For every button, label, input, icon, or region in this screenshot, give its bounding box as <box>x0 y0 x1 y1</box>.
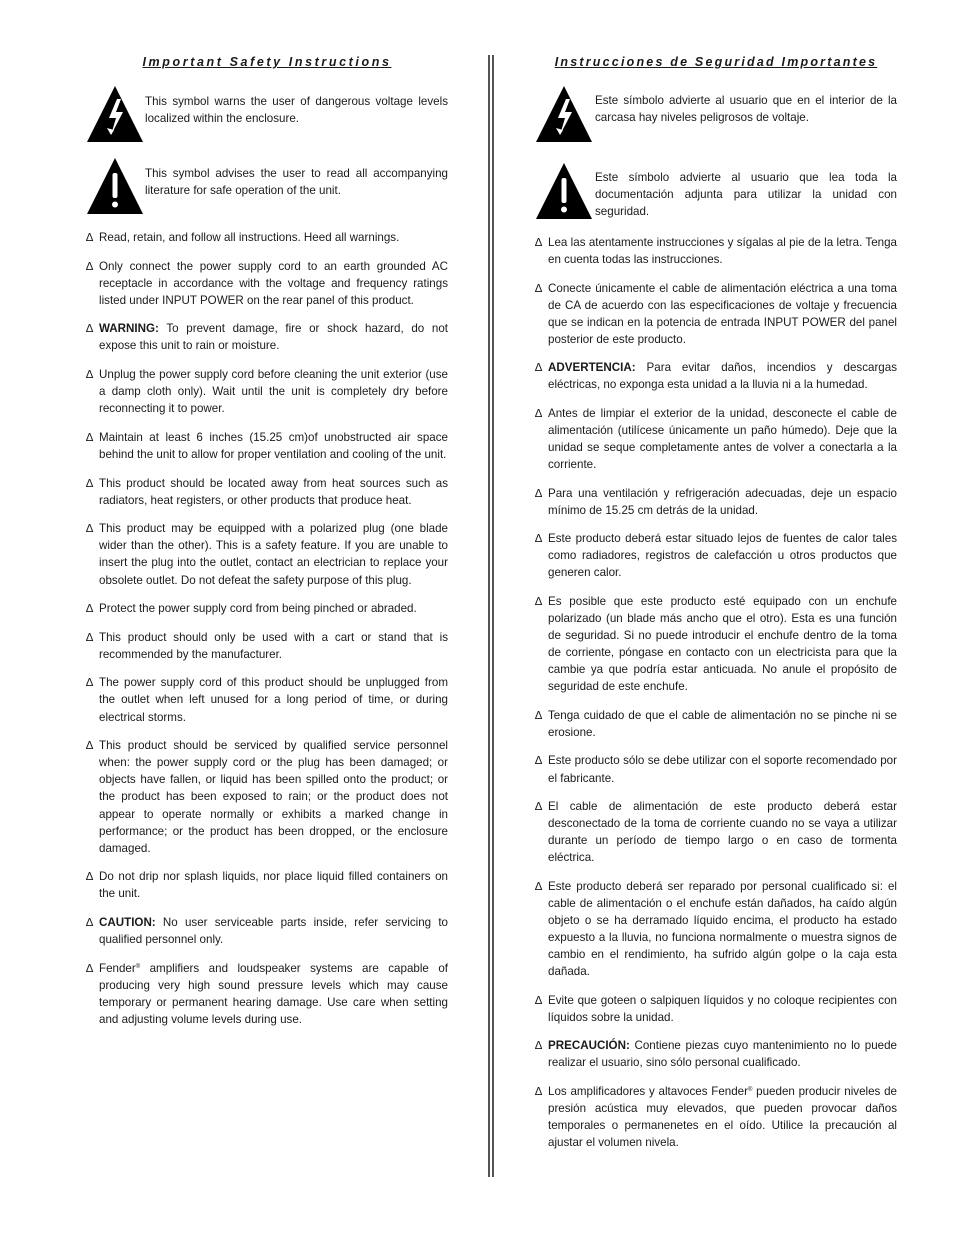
lightning-warning-icon <box>535 85 593 143</box>
instruction-text: The power supply cord of this product should be unplugged from the outlet when left unused for a long period of time, or during electrical storms. <box>99 676 448 724</box>
exclamation-warning-icon <box>86 157 144 215</box>
instruction-text: Read, retain, and follow all instructions. Heed all warnings. <box>99 231 400 244</box>
spanish-heading: Instrucciones de Seguridad Importantes <box>554 55 878 69</box>
instruction-item <box>535 752 897 786</box>
exclamation-warning-icon <box>535 162 593 220</box>
instruction-item <box>86 674 448 725</box>
english-column <box>86 55 448 1040</box>
delta-bullet: ∆ <box>535 486 543 500</box>
instruction-item <box>535 1083 897 1151</box>
delta-bullet: ∆ <box>86 602 94 616</box>
delta-bullet: ∆ <box>535 361 543 375</box>
column-divider-line-2 <box>492 55 494 1177</box>
registered-mark: ® <box>135 963 141 970</box>
instruction-lead: ADVERTENCIA: <box>548 361 636 375</box>
delta-bullet: ∆ <box>86 630 94 644</box>
literature-symbol-row-es <box>535 161 897 220</box>
instruction-text: To prevent damage, fire or shock hazard, do not expose this unit to rain or moisture. <box>99 322 449 353</box>
literature-symbol-text: This symbol advises the user to read all accompanying literature for safe operation of the unit. <box>145 167 448 197</box>
instruction-item <box>535 280 897 348</box>
instruction-text: This product should be located away from heat sources such as radiators, heat registers, or other products that produce heat. <box>99 476 448 507</box>
instruction-text: amplifiers and loudspeaker systems are capable of producing very high sound pressure levels which may cause temporary or permanent hearing damage. Use care when setting and adjusting volume levels during use. <box>99 961 448 1026</box>
english-heading: Important Safety Instructions <box>142 55 392 69</box>
instruction-item <box>535 359 897 393</box>
delta-bullet: ∆ <box>535 879 543 893</box>
instruction-item <box>86 629 448 663</box>
instruction-text: Evite que goteen o salpiquen líquidos y no coloque recipientes con líquidos sobre la unidad. <box>548 993 897 1024</box>
instruction-text: Tenga cuidado de que el cable de alimentación no se pinche ni se erosione. <box>548 708 897 739</box>
english-instruction-list <box>86 229 448 1028</box>
delta-bullet: ∆ <box>535 1039 543 1053</box>
instruction-item <box>86 475 448 509</box>
instruction-text: No user serviceable parts inside, refer servicing to qualified personnel only. <box>99 916 448 947</box>
instruction-item <box>535 405 897 473</box>
instruction-item <box>535 593 897 696</box>
instruction-text: Es posible que este producto esté equipado con un enchufe polarizado (un blade más ancho que el otro). Esta es una función de seguridad. Si no puede introducir el enchufe dentro de la toma de corriente, póngase en contacto con un electricista para que la cambie ya que podría estar anticuada. No anule el propósito de seguridad de este enchufe. <box>548 594 897 694</box>
instruction-text: Este producto sólo se debe utilizar con el soporte recomendado por el fabricante. <box>548 754 897 785</box>
instruction-item <box>535 530 897 581</box>
spanish-column <box>535 55 897 1163</box>
delta-bullet: ∆ <box>535 708 543 722</box>
instruction-text: This product should be serviced by qualified service personnel when: the power supply cord or the plug has been damaged; or objects have fallen, or liquid has been spilled onto the product; or the product has been exposed to rain; or the product does not appear to operate normally or exhibits a marked change in performance; or the product has been dropped, or the enclosure damaged. <box>99 739 448 855</box>
delta-bullet: ∆ <box>86 961 94 975</box>
instruction-item <box>86 520 448 588</box>
instruction-text: Este producto deberá ser reparado por personal cualificado si: el cable de alimentación o el enchufe están dañados, ha caído algún objeto o se ha derramado líquido encima, el producto ha estado expuesto a la lluvia, no funciona normalmente o muestra signos de cambio en el rendimiento, ha sufrido algún golpe o la caja esta dañada. <box>548 879 897 979</box>
delta-bullet: ∆ <box>86 870 94 884</box>
voltage-symbol-row <box>86 85 448 143</box>
brand-name: Fender <box>99 961 136 975</box>
instruction-item <box>535 798 897 866</box>
instruction-lead: PRECAUCIÓN: <box>548 1039 630 1053</box>
instruction-text: Protect the power supply cord from being pinched or abraded. <box>99 602 417 616</box>
delta-bullet: ∆ <box>86 231 94 244</box>
delta-bullet: ∆ <box>535 594 543 608</box>
instruction-text: Este producto deberá estar situado lejos de fuentes de calor tales como radiadores, registros de calefacción u otros productos que generen calor. <box>548 532 897 580</box>
instruction-item <box>86 429 448 463</box>
delta-bullet: ∆ <box>535 800 543 814</box>
instruction-lead: WARNING: <box>99 322 159 336</box>
delta-bullet: ∆ <box>86 368 94 382</box>
delta-bullet: ∆ <box>86 522 94 536</box>
delta-bullet: ∆ <box>86 430 94 444</box>
instruction-text: pueden producir niveles de presión acústica muy elevados, que pueden provocar daños temporales o permanenetes en el oído. Utilice la precaución al ajustar el volumen nivela. <box>548 1084 897 1150</box>
instruction-item <box>535 1037 897 1071</box>
delta-bullet: ∆ <box>535 236 543 249</box>
column-divider-line-1 <box>488 55 490 1177</box>
instruction-item <box>535 234 897 268</box>
spanish-instruction-list <box>535 234 897 1151</box>
delta-bullet: ∆ <box>86 739 94 753</box>
instruction-item <box>86 914 448 948</box>
instruction-text: Contiene piezas cuyo mantenimiento no lo puede realizar el usuario, sino sólo personal cualificado. <box>548 1039 897 1070</box>
delta-bullet: ∆ <box>86 676 94 690</box>
instruction-item <box>86 258 448 309</box>
delta-bullet: ∆ <box>535 993 543 1007</box>
voltage-symbol-text-es: Este símbolo advierte al usuario que en el interior de la carcasa hay niveles peligrosos de voltaje. <box>595 94 897 124</box>
instruction-item <box>86 366 448 417</box>
instruction-text: Conecte únicamente el cable de alimentación eléctrica a una toma de CA de acuerdo con las especificaciones de voltaje y frecuencia que se indican en la potencia de entrada INPUT POWER del panel posterior de este producto. <box>548 281 897 346</box>
instruction-item <box>86 737 448 857</box>
instruction-text: Los amplificadores y altavoces Fender <box>548 1084 748 1098</box>
literature-symbol-text-es: Este símbolo advierte al usuario que lea toda la documentación adjunta para utilizar la unidad con seguridad. <box>595 171 897 218</box>
instruction-text: El cable de alimentación de este producto deberá estar desconectado de la toma de corriente cuando no se vaya a utilizar durante un período de tiempo largo o en caso de tormenta eléctrica. <box>548 800 897 865</box>
instruction-lead: CAUTION: <box>99 916 156 929</box>
lightning-warning-icon <box>86 85 144 143</box>
instruction-text: Unplug the power supply cord before cleaning the unit exterior (use a damp cloth only). Wait until the unit is completely dry before reconnecting it to power. <box>99 368 448 416</box>
voltage-symbol-text: This symbol warns the user of dangerous voltage levels localized within the enclosure. <box>145 95 448 125</box>
instruction-text: This product may be equipped with a polarized plug (one blade wider than the other). This is a safety feature. If you are unable to insert the plug into the outlet, contact an electrician to replace your obsolete outlet. Do not defeat the safety purpose of this plug. <box>99 522 448 587</box>
instruction-item <box>86 320 448 354</box>
delta-bullet: ∆ <box>86 916 94 929</box>
instruction-item <box>535 485 897 519</box>
instruction-text: Para evitar daños, incendios y descargas eléctricas, no exponga esta unidad a la lluvia ni a la humedad. <box>548 361 897 392</box>
instruction-text: Lea las atentamente instrucciones y sígalas al pie de la letra. Tenga en cuenta todas las instrucciones. <box>548 236 897 267</box>
delta-bullet: ∆ <box>535 406 543 420</box>
delta-bullet: ∆ <box>535 281 543 295</box>
delta-bullet: ∆ <box>535 532 543 546</box>
instruction-text: Antes de limpiar el exterior de la unidad, desconecte el cable de alimentación (utilícese únicamente un paño húmedo). Deje que la unidad se seque completamente antes de volver a conectarla a la corriente. <box>548 406 897 472</box>
instruction-item <box>86 600 448 617</box>
literature-symbol-row <box>86 157 448 215</box>
delta-bullet: ∆ <box>86 322 94 336</box>
instruction-item <box>86 229 448 246</box>
instruction-item <box>86 868 448 902</box>
delta-bullet: ∆ <box>86 259 94 273</box>
instruction-text: Do not drip nor splash liquids, nor place liquid filled containers on the unit. <box>99 870 448 901</box>
delta-bullet: ∆ <box>535 754 543 768</box>
registered-mark: ® <box>747 1086 753 1093</box>
instruction-item <box>535 707 897 741</box>
instruction-text: Maintain at least 6 inches (15.25 cm)of unobstructed air space behind the unit to allow for proper ventilation and cooling of the unit. <box>99 430 448 461</box>
instruction-text: This product should only be used with a cart or stand that is recommended by the manufacturer. <box>99 630 448 661</box>
voltage-symbol-row-es <box>535 85 897 143</box>
instruction-item <box>535 992 897 1026</box>
instruction-item <box>86 960 448 1028</box>
delta-bullet: ∆ <box>86 476 94 490</box>
delta-bullet: ∆ <box>535 1084 543 1098</box>
instruction-text: Para una ventilación y refrigeración adecuadas, deje un espacio mínimo de 15.25 cm detrás de la unidad. <box>548 486 897 517</box>
instruction-text: Only connect the power supply cord to an earth grounded AC receptacle in accordance with the voltage and frequency ratings listed under INPUT POWER on the rear panel of this product. <box>99 259 448 307</box>
instruction-item <box>535 878 897 981</box>
